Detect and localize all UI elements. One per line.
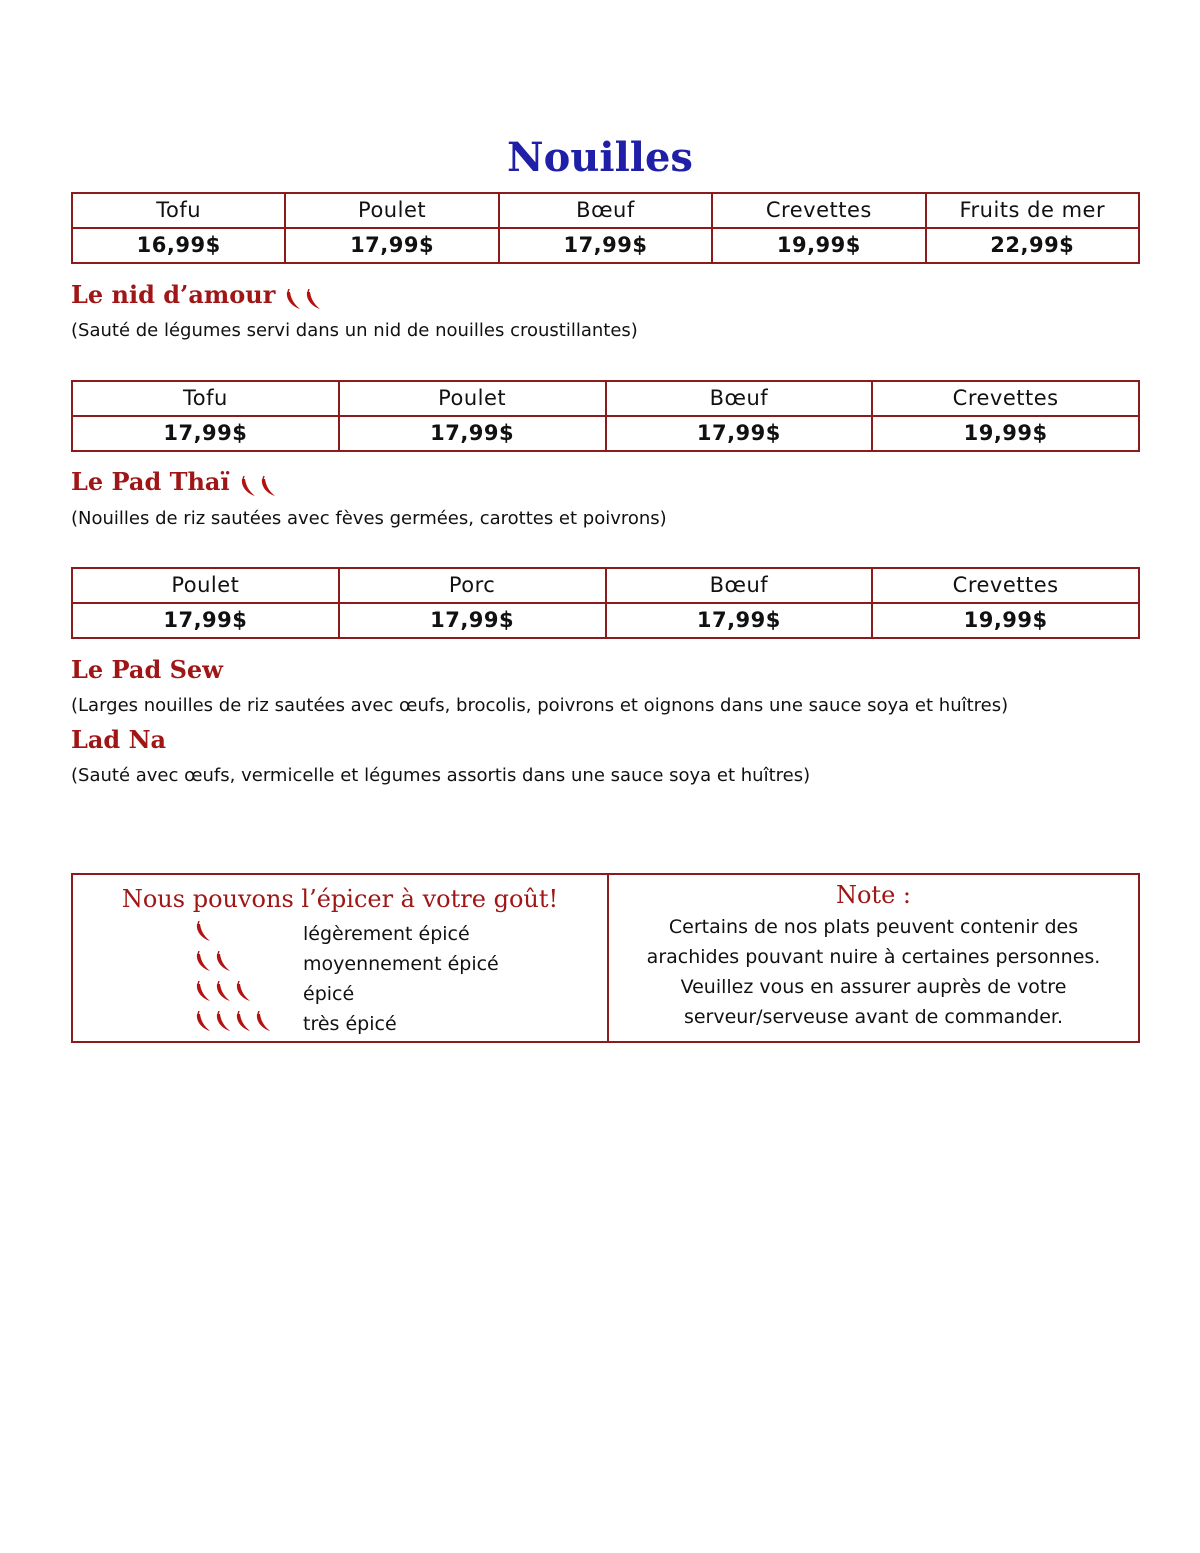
chili-pepper-icon — [233, 981, 253, 1003]
chili-pepper-icon — [283, 287, 303, 309]
price-cell: 17,99$ — [339, 416, 606, 451]
dish-name — [71, 724, 166, 756]
protein-header: Poulet — [339, 381, 606, 416]
dish-name-text: Le Pad Thaï — [71, 467, 230, 496]
info-box — [71, 873, 1140, 1043]
price-table-2 — [71, 380, 1140, 452]
price-cell: 17,99$ — [285, 228, 498, 263]
protein-header: Bœuf — [499, 193, 712, 228]
note-line: Certains de nos plats peuvent contenir des — [668, 916, 1079, 938]
chili-pepper-icon — [253, 1011, 273, 1033]
protein-header: Fruits de mer — [926, 193, 1139, 228]
chili-pepper-icon — [193, 981, 213, 1003]
spice-level-row — [73, 949, 607, 979]
dish-description: (Larges nouilles de riz sautées avec œufs, brocolis, poivrons et oignons dans une sauce soya et huîtres) — [71, 695, 1009, 716]
price-cell: 22,99$ — [926, 228, 1139, 263]
protein-header: Crevettes — [872, 381, 1139, 416]
chili-icons — [283, 281, 323, 313]
chili-pepper-icon — [213, 981, 233, 1003]
price-cell: 19,99$ — [872, 603, 1139, 638]
spice-level-row — [73, 1009, 607, 1039]
protein-header: Crevettes — [872, 568, 1139, 603]
chili-icons — [193, 951, 233, 973]
spice-legend-title: Nous pouvons l’épicer à votre goût! — [121, 885, 559, 913]
spice-level-label: épicé — [303, 983, 355, 1005]
price-cell: 17,99$ — [72, 416, 339, 451]
chili-icons — [193, 921, 213, 943]
protein-header: Crevettes — [712, 193, 925, 228]
spice-legend — [73, 875, 609, 1041]
price-cell: 19,99$ — [872, 416, 1139, 451]
dish-name-text: Lad Na — [71, 725, 167, 754]
allergy-note — [609, 875, 1138, 1041]
price-cell: 17,99$ — [606, 603, 873, 638]
protein-header: Poulet — [72, 568, 339, 603]
price-cell: 17,99$ — [339, 603, 606, 638]
spice-level-label: moyennement épicé — [303, 953, 499, 975]
spice-level-row — [73, 979, 607, 1009]
price-cell: 19,99$ — [712, 228, 925, 263]
chili-icons — [238, 468, 278, 500]
chili-pepper-icon — [233, 1011, 253, 1033]
chili-pepper-icon — [213, 951, 233, 973]
price-table-1 — [71, 192, 1140, 264]
spice-level-row — [73, 919, 607, 949]
note-title: Note : — [835, 881, 911, 909]
dish-name — [71, 654, 223, 686]
price-cell: 16,99$ — [72, 228, 285, 263]
spice-level-label: légèrement épicé — [303, 923, 470, 945]
protein-header: Bœuf — [606, 381, 873, 416]
page-title: Nouilles — [507, 134, 693, 181]
chili-pepper-icon — [213, 1011, 233, 1033]
chili-pepper-icon — [303, 287, 323, 309]
protein-header: Porc — [339, 568, 606, 603]
price-cell: 17,99$ — [606, 416, 873, 451]
dish-description: (Nouilles de riz sautées avec fèves germées, carottes et poivrons) — [71, 508, 667, 529]
chili-pepper-icon — [193, 921, 213, 943]
price-cell: 17,99$ — [499, 228, 712, 263]
dish-name-text: Le Pad Sew — [71, 655, 223, 684]
dish-name — [71, 466, 278, 500]
chili-icons — [193, 1011, 273, 1033]
spice-level-label: très épicé — [303, 1013, 397, 1035]
dish-name — [71, 279, 323, 313]
price-cell: 17,99$ — [72, 603, 339, 638]
protein-header: Bœuf — [606, 568, 873, 603]
dish-description: (Sauté avec œufs, vermicelle et légumes assortis dans une sauce soya et huîtres) — [71, 765, 811, 786]
price-table-3 — [71, 567, 1140, 639]
protein-header: Tofu — [72, 193, 285, 228]
protein-header: Tofu — [72, 381, 339, 416]
protein-header: Poulet — [285, 193, 498, 228]
chili-icons — [193, 981, 253, 1003]
chili-pepper-icon — [193, 951, 213, 973]
chili-pepper-icon — [193, 1011, 213, 1033]
note-line: arachides pouvant nuire à certaines personnes. — [646, 946, 1101, 968]
chili-pepper-icon — [258, 474, 278, 496]
dish-name-text: Le nid d’amour — [71, 280, 276, 309]
dish-description: (Sauté de légumes servi dans un nid de nouilles croustillantes) — [71, 320, 638, 341]
note-line: serveur/serveuse avant de commander. — [683, 1006, 1064, 1028]
note-line: Veuillez vous en assurer auprès de votre — [680, 976, 1067, 998]
chili-pepper-icon — [238, 474, 258, 496]
